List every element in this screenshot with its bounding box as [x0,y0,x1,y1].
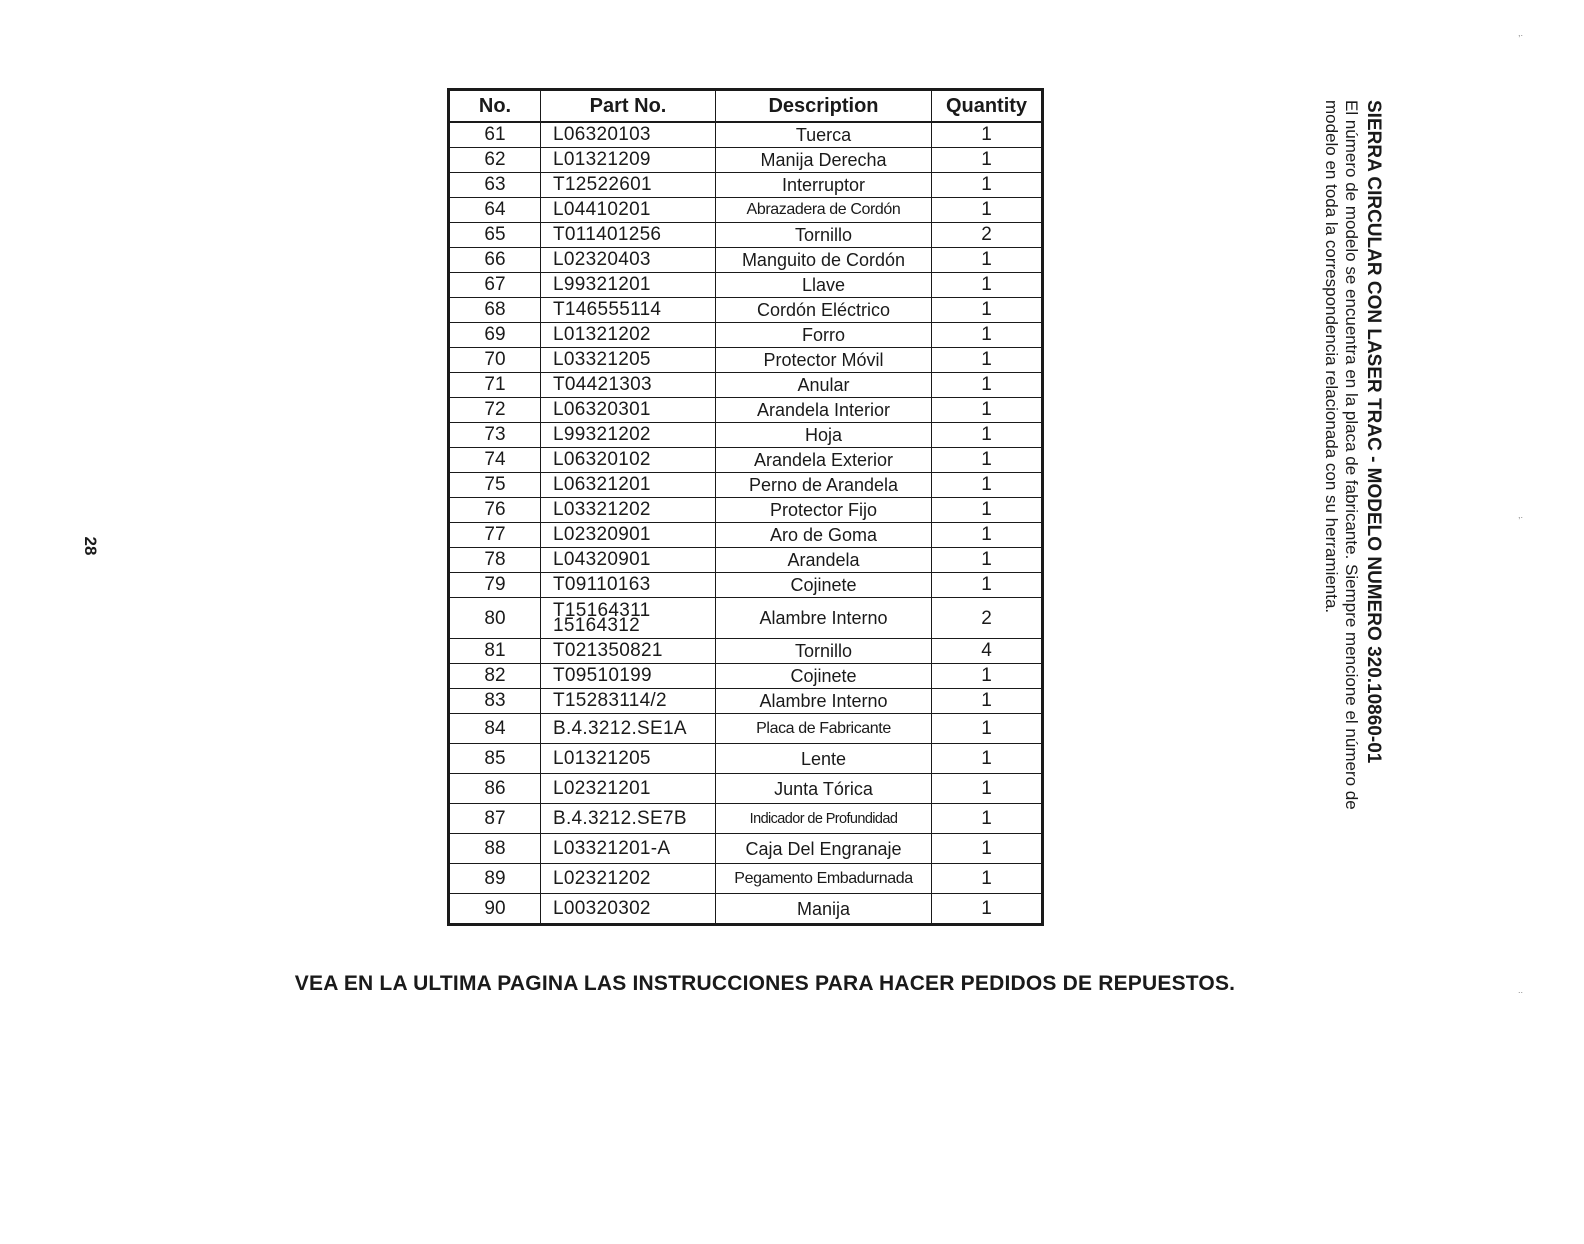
cell-part-no [541,173,716,198]
cell-quantity: 2 [932,223,1043,248]
header-no: No. [449,90,541,123]
cell-no: 89 [449,864,541,894]
header-quantity: Quantity [932,90,1043,123]
table-row [449,248,1043,273]
cell-description: Alambre Interno [716,598,932,639]
cell-description: Manguito de Cordón [716,248,932,273]
cell-quantity: 1 [932,273,1043,298]
part-number: L99321202 [553,424,651,445]
cell-quantity: 1 [932,548,1043,573]
cell-description: Anular [716,373,932,398]
cell-description: Interruptor [716,173,932,198]
cell-quantity: 1 [932,573,1043,598]
cell-description: Indicador de Profundidad [716,804,932,834]
cell-part-no [541,639,716,664]
cell-part-no [541,122,716,148]
cell-part-no [541,448,716,473]
cell-no: 74 [449,448,541,473]
part-number: L06320103 [553,124,651,145]
part-number: T011401256 [553,224,662,245]
cell-part-no [541,473,716,498]
scan-mark: ,. [1518,28,1524,38]
parts-table [447,88,1044,926]
cell-part-no [541,223,716,248]
cell-part-no [541,894,716,925]
part-number: T12522601 [553,174,652,195]
cell-quantity: 1 [932,122,1043,148]
table-row [449,473,1043,498]
cell-description: Forro [716,323,932,348]
part-number: L02320901 [553,524,651,545]
side-panel [1295,100,1385,900]
cell-quantity: 1 [932,864,1043,894]
cell-part-no [541,198,716,223]
cell-description: Cordón Eléctrico [716,298,932,323]
cell-part-no [541,774,716,804]
cell-description: Arandela Exterior [716,448,932,473]
table-row [449,498,1043,523]
table-row [449,714,1043,744]
part-number: T021350821 [553,640,663,661]
cell-no: 83 [449,689,541,714]
cell-part-no [541,348,716,373]
cell-part-no [541,498,716,523]
cell-description: Cojinete [716,573,932,598]
cell-no: 76 [449,498,541,523]
table-row [449,573,1043,598]
part-number: T15164311 [553,600,651,621]
part-number-alt: 15164312 [553,615,640,636]
cell-no: 79 [449,573,541,598]
cell-quantity: 1 [932,689,1043,714]
cell-quantity: 1 [932,173,1043,198]
model-title: SIERRA CIRCULAR CON LASER TRAC - MODELO NUMERO 320.10860-01 [1363,100,1384,764]
cell-description: Protector Fijo [716,498,932,523]
table-row [449,398,1043,423]
cell-quantity: 1 [932,664,1043,689]
table-row [449,664,1043,689]
parts-table-body [449,122,1043,925]
cell-no: 85 [449,744,541,774]
cell-part-no [541,398,716,423]
cell-quantity: 1 [932,834,1043,864]
cell-description: Arandela Interior [716,398,932,423]
cell-no: 84 [449,714,541,744]
table-row [449,894,1043,925]
cell-description: Cojinete [716,664,932,689]
table-row [449,774,1043,804]
cell-quantity: 1 [932,248,1043,273]
table-row [449,598,1043,639]
part-number: L01321202 [553,324,651,345]
part-number: L06320301 [553,399,651,420]
part-number: L03321202 [553,499,651,520]
part-number: L02321201 [553,777,651,799]
cell-part-no [541,689,716,714]
table-row [449,744,1043,774]
part-number: L06321201 [553,474,651,495]
cell-quantity: 4 [932,639,1043,664]
part-number: T146555114 [553,299,662,320]
cell-part-no [541,298,716,323]
cell-part-no [541,273,716,298]
cell-no: 78 [449,548,541,573]
table-row [449,148,1043,173]
part-number: T15283114/2 [553,690,667,711]
part-number: L04410201 [553,199,651,220]
cell-part-no [541,248,716,273]
cell-quantity: 1 [932,198,1043,223]
cell-no: 69 [449,323,541,348]
cell-part-no [541,423,716,448]
cell-no: 68 [449,298,541,323]
cell-no: 65 [449,223,541,248]
cell-quantity: 1 [932,523,1043,548]
model-note-line-1: El número de modelo se encuentra en la placa de fabricante. Siempre mencione el número de [1342,100,1361,810]
table-row [449,223,1043,248]
cell-description: Pegamento Embadurnada [716,864,932,894]
cell-no: 86 [449,774,541,804]
scan-mark: .. [1518,985,1524,995]
cell-description: Abrazadera de Cordón [716,198,932,223]
page-number: 28 [81,536,100,556]
reorder-instructions-note: VEA EN LA ULTIMA PAGINA LAS INSTRUCCIONES PARA HACER PEDIDOS DE REPUESTOS. [294,972,1236,995]
part-number: L00320302 [553,897,651,919]
cell-quantity: 1 [932,894,1043,925]
cell-description: Manija Derecha [716,148,932,173]
part-number: T09110163 [553,574,651,595]
cell-quantity: 1 [932,298,1043,323]
cell-no: 81 [449,639,541,664]
cell-part-no [541,323,716,348]
part-number: T09510199 [553,665,652,686]
part-number: L03321205 [553,349,651,370]
cell-no: 70 [449,348,541,373]
header-description: Description [716,90,932,123]
cell-no: 82 [449,664,541,689]
part-number: L01321205 [553,747,651,769]
table-row [449,804,1043,834]
cell-quantity: 1 [932,323,1043,348]
cell-no: 77 [449,523,541,548]
table-row [449,523,1043,548]
cell-description: Lente [716,744,932,774]
cell-description: Placa de Fabricante [716,714,932,744]
part-number: L01321209 [553,149,651,170]
table-row [449,348,1043,373]
cell-description: Manija [716,894,932,925]
cell-quantity: 1 [932,423,1043,448]
cell-part-no [541,664,716,689]
cell-quantity: 1 [932,348,1043,373]
cell-no: 88 [449,834,541,864]
cell-part-no [541,714,716,744]
cell-no: 80 [449,598,541,639]
table-row [449,198,1043,223]
cell-part-no [541,744,716,774]
table-row [449,639,1043,664]
cell-no: 61 [449,122,541,148]
cell-quantity: 1 [932,804,1043,834]
cell-part-no [541,148,716,173]
cell-part-no [541,373,716,398]
cell-quantity: 1 [932,744,1043,774]
table-row [449,323,1043,348]
cell-description: Tornillo [716,639,932,664]
cell-description: Tornillo [716,223,932,248]
cell-description: Hoja [716,423,932,448]
part-number: L06320102 [553,449,651,470]
part-number: B.4.3212.SE1A [553,717,687,739]
cell-no: 62 [449,148,541,173]
table-header-row [449,90,1043,123]
cell-description: Caja Del Engranaje [716,834,932,864]
part-number: L99321201 [553,274,651,295]
table-row [449,298,1043,323]
cell-no: 75 [449,473,541,498]
cell-quantity: 1 [932,373,1043,398]
cell-description: Junta Tórica [716,774,932,804]
cell-description: Perno de Arandela [716,473,932,498]
table-row [449,834,1043,864]
table-row [449,423,1043,448]
cell-part-no [541,834,716,864]
part-number: L04320901 [553,549,651,570]
cell-quantity: 1 [932,774,1043,804]
part-number: L03321201-A [553,837,671,859]
cell-part-no [541,548,716,573]
cell-description: Protector Móvil [716,348,932,373]
cell-description: Alambre Interno [716,689,932,714]
model-note-line-2: modelo en toda la correspondencia relacionada con su herramienta. [1322,100,1341,614]
cell-no: 73 [449,423,541,448]
cell-no: 66 [449,248,541,273]
table-row [449,689,1043,714]
table-row [449,864,1043,894]
table-row [449,122,1043,148]
cell-no: 67 [449,273,541,298]
cell-no: 64 [449,198,541,223]
table-row [449,173,1043,198]
cell-part-no [541,573,716,598]
cell-part-no [541,598,716,639]
cell-part-no [541,864,716,894]
cell-quantity: 1 [932,714,1043,744]
table-row [449,548,1043,573]
cell-no: 63 [449,173,541,198]
scan-mark: ,. [1518,510,1524,520]
cell-no: 87 [449,804,541,834]
cell-quantity: 1 [932,148,1043,173]
cell-quantity: 1 [932,498,1043,523]
cell-no: 71 [449,373,541,398]
part-number: L02321202 [553,867,651,889]
part-number: T04421303 [553,374,652,395]
table-row [449,448,1043,473]
cell-no: 90 [449,894,541,925]
cell-no: 72 [449,398,541,423]
cell-quantity: 1 [932,473,1043,498]
cell-description: Llave [716,273,932,298]
part-number: L02320403 [553,249,651,270]
table-row [449,373,1043,398]
cell-description: Aro de Goma [716,523,932,548]
cell-quantity: 2 [932,598,1043,639]
cell-part-no [541,804,716,834]
cell-description: Tuerca [716,122,932,148]
cell-part-no [541,523,716,548]
cell-description: Arandela [716,548,932,573]
cell-quantity: 1 [932,398,1043,423]
header-part-no: Part No. [541,90,716,123]
part-number: B.4.3212.SE7B [553,807,687,829]
table-row [449,273,1043,298]
cell-quantity: 1 [932,448,1043,473]
